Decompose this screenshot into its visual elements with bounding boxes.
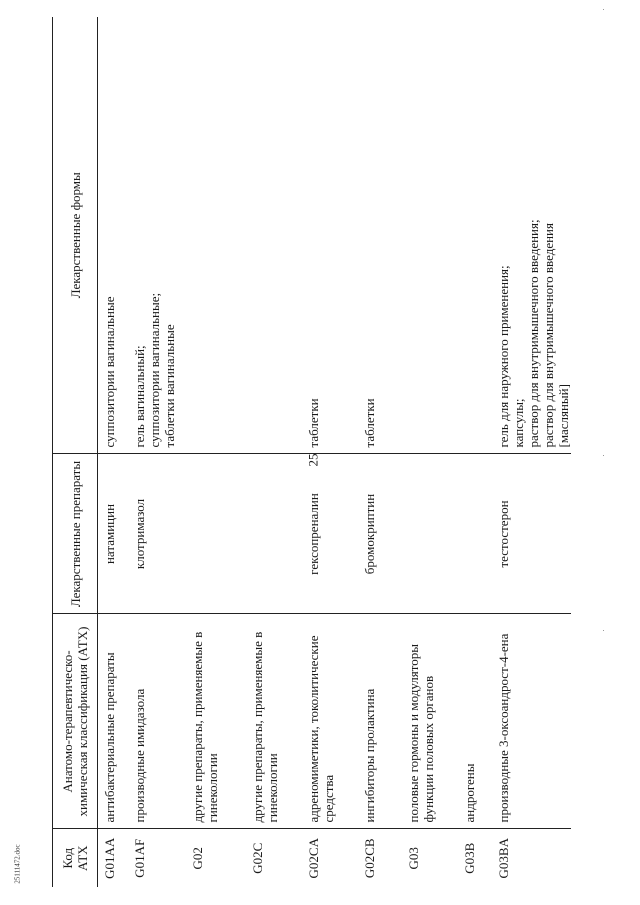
atc-code-cell: G03	[405, 847, 421, 870]
atc-code-cell: G02C	[249, 842, 265, 874]
table-row	[128, 17, 186, 887]
preparation-cell: тестостерон	[492, 454, 571, 614]
scan-speck	[603, 9, 604, 10]
table-row	[458, 17, 492, 887]
scan-speck	[603, 630, 604, 631]
header-forms: Лекарственные формы	[53, 17, 98, 454]
dosage-forms-cell	[246, 17, 302, 454]
rotated-table-sheet	[52, 17, 597, 887]
atc-code-cell: G03BA	[495, 838, 511, 879]
preparation-cell	[402, 454, 458, 614]
classification-cell: другие препараты, применяемые в гинекологии	[246, 614, 302, 829]
dosage-form-line: суппозитории вагинальные;	[146, 292, 162, 448]
header-classification: Анатомо-терапевтическо-химическая классификация (АТХ)	[53, 614, 98, 829]
preparation-cell: клотримазол	[128, 454, 186, 614]
preparation-cell	[186, 454, 246, 614]
header-preparations: Лекарственные препараты	[53, 454, 98, 614]
preparation-cell: гексопреналин	[302, 454, 358, 614]
dosage-form-line: гель вагинальный;	[131, 345, 147, 448]
dosage-form-line: капсулы;	[510, 398, 526, 448]
dosage-form-line: таблетки вагинальные	[161, 324, 177, 448]
atc-code-cell: G03B	[461, 842, 477, 874]
table-row	[98, 17, 128, 887]
classification-cell: производные 3-оксоандрост-4-ена	[492, 614, 571, 829]
atc-code-cell: G02	[189, 847, 205, 870]
dosage-forms-cell	[128, 17, 186, 454]
dosage-forms-cell	[302, 17, 358, 454]
dosage-form-line: суппозитории вагинальные	[102, 296, 117, 448]
preparation-cell: натамицин	[98, 454, 128, 614]
header-code: Код АТХ	[53, 829, 98, 887]
classification-cell: адреномиметики, токолитические средства	[302, 614, 358, 829]
classification-cell: андрогены	[458, 614, 492, 829]
table-row	[492, 17, 571, 887]
preparation-cell	[458, 454, 492, 614]
classification-cell: половые гормоны и модуляторы функции половых органов	[402, 614, 458, 829]
dosage-forms-cell	[358, 17, 402, 454]
dosage-form-line: раствор для внутримышечного введения;	[525, 219, 541, 448]
classification-cell: антибактериальные препараты	[98, 614, 128, 829]
classification-cell: другие препараты, применяемые в гинекологии	[186, 614, 246, 829]
dosage-forms-cell	[458, 17, 492, 454]
atc-code-cell: G01AA	[102, 837, 117, 879]
table-row	[186, 17, 246, 887]
atc-code-cell: G02CA	[305, 838, 321, 879]
dosage-forms-cell	[492, 17, 571, 454]
classification-cell: ингибиторы пролактина	[358, 614, 402, 829]
table-row	[402, 17, 458, 887]
dosage-form-line: раствор для внутримышечного введения	[540, 223, 556, 448]
dosage-forms-cell	[186, 17, 246, 454]
dosage-forms-cell	[402, 17, 458, 454]
document-reference: 25111472.doc	[13, 844, 22, 884]
atc-code-cell: G01AF	[131, 838, 147, 878]
preparation-cell	[246, 454, 302, 614]
table-row	[246, 17, 302, 887]
table-row	[358, 17, 402, 887]
table-body	[98, 17, 571, 887]
table-header-row	[53, 17, 98, 887]
dosage-form-line: [масляный]	[555, 384, 571, 448]
page-number: 25	[305, 453, 321, 467]
dosage-form-line: таблетки	[361, 398, 377, 448]
scan-speck	[603, 455, 604, 456]
dosage-form-line: таблетки	[305, 398, 321, 448]
dosage-form-line: гель для наружного применения;	[495, 265, 511, 448]
classification-cell: производные имидазола	[128, 614, 186, 829]
atc-code-cell: G02CB	[361, 838, 377, 879]
atc-table	[52, 17, 571, 887]
dosage-forms-cell	[98, 17, 128, 454]
table-row	[302, 17, 358, 887]
preparation-cell: бромокриптин	[358, 454, 402, 614]
